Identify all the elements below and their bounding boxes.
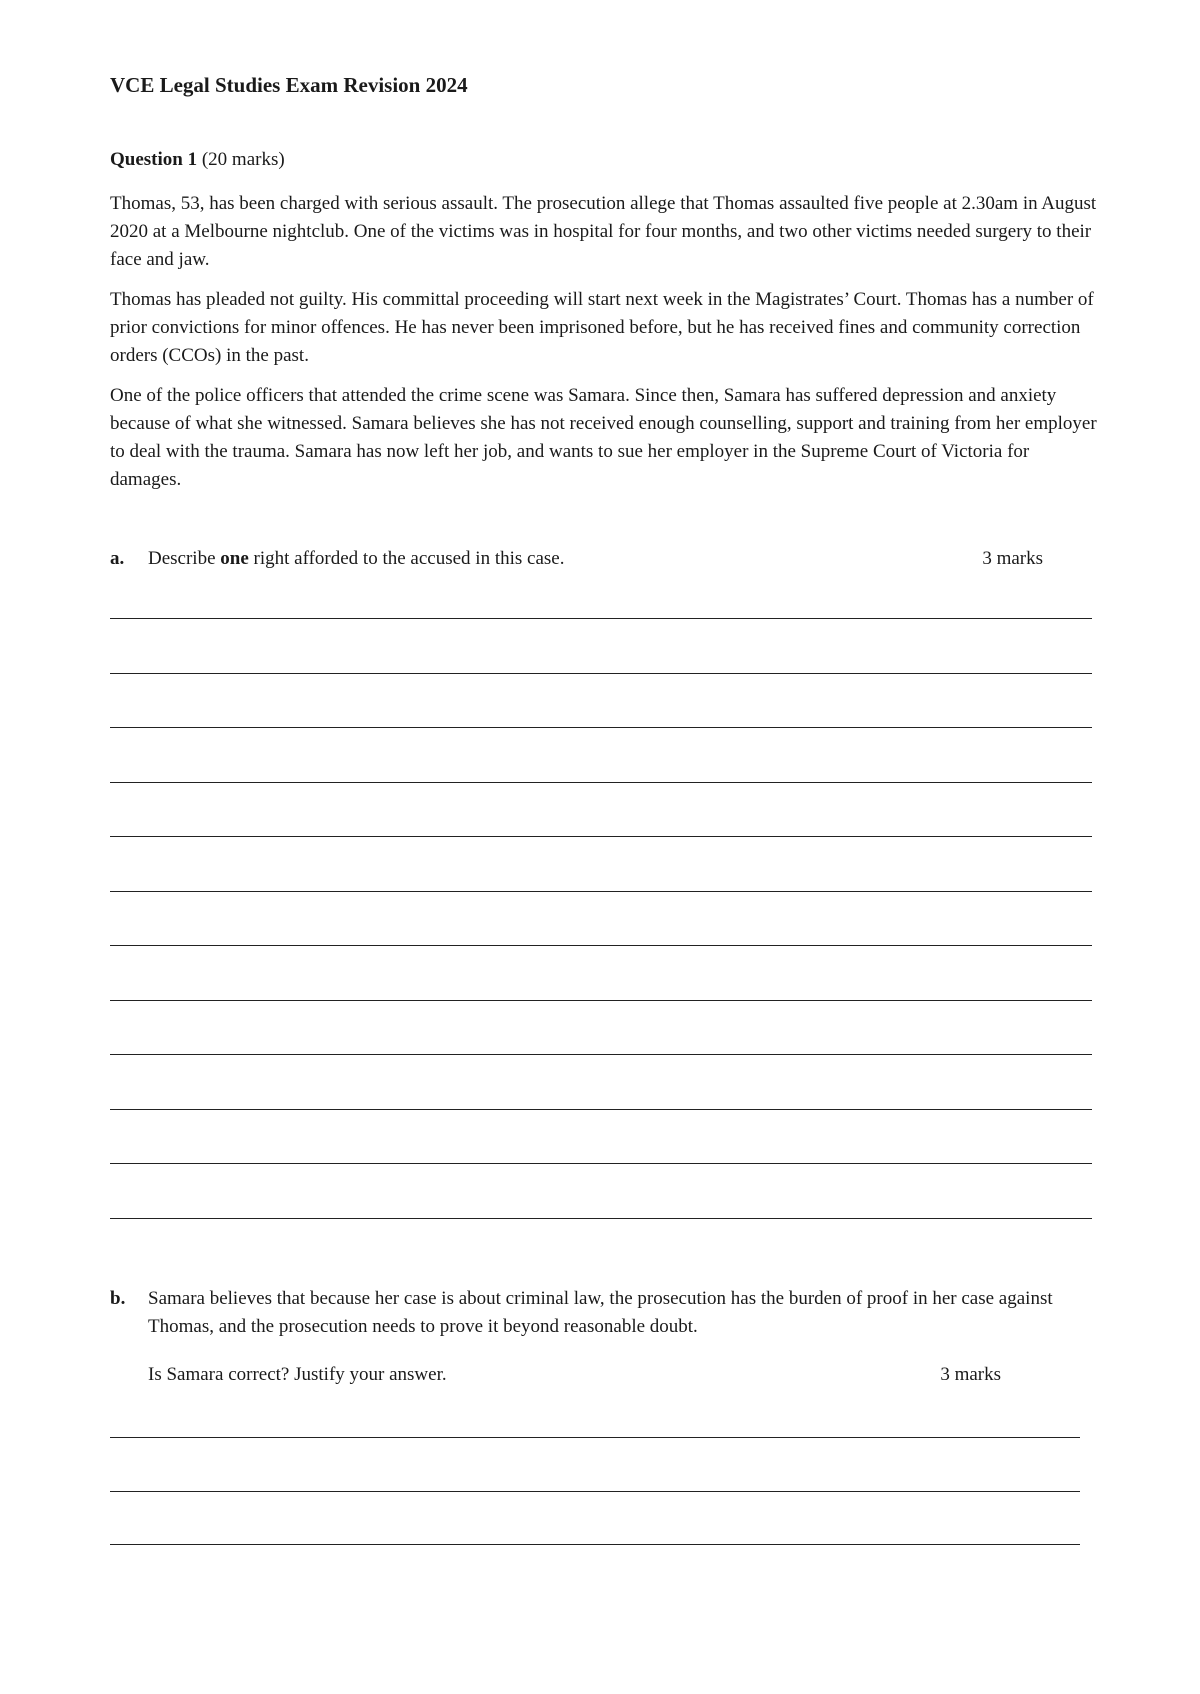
answer-line[interactable] [110, 782, 1092, 783]
scenario-paragraph: One of the police officers that attended the crime scene was Samara. Since then, Samara has suffered depression and anxiety because of what she witnessed. Samara believes she has not received enough counselling, support and training from her employer to deal with the trauma. Samara has now left her job, and wants to sue her employer in the Supreme Court of Victoria for damages. [110, 385, 1097, 490]
part-b-prompt-text: Is Samara correct? Justify your answer. [148, 1364, 447, 1385]
answer-line[interactable] [110, 1000, 1092, 1001]
part-a-text-start: Describe [148, 548, 221, 569]
scenario-paragraph: Thomas, 53, has been charged with serious assault. The prosecution allege that Thomas assaulted five people at 2.30am in August 2020 at a Melbourne nightclub. One of the victims was in hospital for four months, and two other victims needed surgery to their face and jaw. [110, 193, 1097, 270]
answer-line[interactable] [110, 673, 1092, 674]
answer-line[interactable] [110, 1109, 1092, 1110]
part-a-marks: 3 marks [982, 548, 1043, 569]
answer-line[interactable] [110, 836, 1092, 837]
answer-line[interactable] [110, 1544, 1080, 1545]
answer-line[interactable] [110, 945, 1092, 946]
answer-line[interactable] [110, 1163, 1092, 1164]
part-b-prompt [148, 1361, 1058, 1389]
question-heading [110, 149, 285, 171]
scenario-paragraph: Thomas has pleaded not guilty. His committal proceeding will start next week in the Magistrates’ Court. Thomas has a number of prior convictions for minor offences. He has never been imprisoned before, but he has received fines and community correction orders (CCOs) in the past. [110, 289, 1094, 366]
part-a-letter: a. [110, 548, 125, 569]
answer-line[interactable] [110, 1054, 1092, 1055]
answer-line[interactable] [110, 891, 1092, 892]
part-a [110, 545, 1100, 573]
answer-line[interactable] [110, 1437, 1080, 1438]
answer-line[interactable] [110, 1491, 1080, 1492]
part-b-letter: b. [110, 1288, 126, 1309]
scenario-text [110, 190, 1100, 506]
answer-line[interactable] [110, 618, 1092, 619]
part-b-marks: 3 marks [940, 1364, 1001, 1385]
part-a-prompt [148, 545, 1058, 573]
part-b-text: Samara believes that because her case is about criminal law, the prosecution has the burden of proof in her case against Thomas, and the prosecution needs to prove it beyond reasonable doubt. [148, 1288, 1053, 1337]
document-title: VCE Legal Studies Exam Revision 2024 [110, 73, 468, 97]
answer-line[interactable] [110, 727, 1092, 728]
part-a-text-emphasis: one [220, 548, 249, 569]
part-b [110, 1285, 1100, 1389]
question-label: Question 1 [110, 149, 198, 170]
question-marks: (20 marks) [201, 149, 285, 170]
part-a-text-end: right afforded to the accused in this case. [248, 548, 565, 569]
answer-line[interactable] [110, 1218, 1092, 1219]
